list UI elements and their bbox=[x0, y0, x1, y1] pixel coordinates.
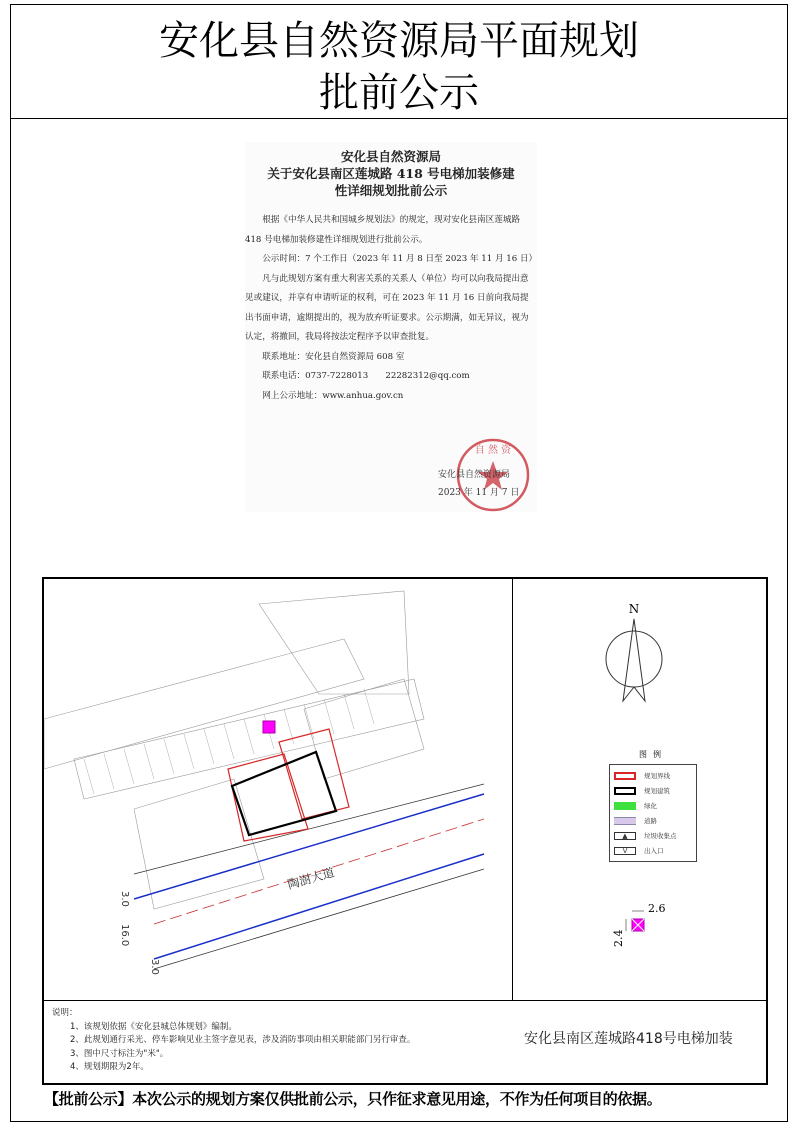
north-arrow-icon bbox=[599, 599, 669, 709]
road-name: 陶澍大道 bbox=[285, 865, 336, 892]
note-item: 4、规划期限为2年。 bbox=[70, 1062, 149, 1072]
divider bbox=[512, 579, 513, 1000]
notice-para-1: 根据《中华人民共和国城乡规划法》的规定，现对安化县南区莲城路 418 号电梯加装修建性详细规划进行批前公示。 bbox=[245, 215, 521, 245]
notice-para-3: 凡与此规划方案有重大利害关系的关系人（单位）均可以向我局提出意见或建议，并享有申请听证的权利，可在 2023 年 11 月 16 日前向我局提出书面申请，逾期提出的，视为放弃听证要求。公示期满，如无异议，视为认定，将撤回，我局将按法定程序予以审查批复。 bbox=[245, 273, 529, 342]
note-item: 2、此规划通行采光、停车影响见业主签字意见表，涉及消防事项由相关职能部门另行审查。 bbox=[70, 1035, 416, 1045]
dim-c: 3.0 bbox=[149, 959, 160, 975]
legend-item: 绿化 bbox=[614, 798, 692, 813]
divider bbox=[44, 1000, 766, 1001]
notice-heading-1: 关于安化县南区莲城路 418 号电梯加装修建 bbox=[267, 166, 515, 181]
neighbor-building bbox=[259, 591, 409, 694]
north-label: N bbox=[628, 602, 640, 616]
notice-phone: 联系电话：0737-7228013 22282312@qq.com bbox=[262, 371, 470, 381]
legend-item: 规划界线 bbox=[614, 768, 692, 783]
dim-a: 3.0 bbox=[119, 891, 130, 907]
notice-signature: 安化县自然资源局 bbox=[438, 470, 511, 480]
dim-e: 2.4 bbox=[612, 929, 625, 947]
site-plan-drawing bbox=[44, 579, 510, 998]
site-plan-frame bbox=[42, 577, 768, 1085]
planning-boundary bbox=[279, 729, 349, 819]
note-item: 1、该规划依据《安化县城总体规划》编制。 bbox=[70, 1021, 237, 1032]
legend-item: 道路 bbox=[614, 813, 692, 828]
page-title: 安化县自然资源局平面规划 bbox=[159, 18, 639, 64]
legend-item: 规划建筑 bbox=[614, 783, 692, 798]
planned-building bbox=[232, 752, 336, 835]
footer-disclaimer: 【批前公示】本次公示的规划方案仅供批前公示，只作征求意见用途，不作为任何项目的依据。 bbox=[44, 1090, 662, 1108]
notice-date: 2023 年 11 月 7 日 bbox=[438, 488, 520, 498]
page-subtitle: 批前公示 bbox=[319, 70, 479, 116]
notice-document bbox=[245, 142, 537, 512]
elevator-detail bbox=[612, 897, 692, 957]
notice-address: 联系地址：安化县自然资源局 608 室 bbox=[262, 351, 405, 362]
note-item: 3、图中尺寸标注为"米"。 bbox=[70, 1048, 169, 1059]
title-bar bbox=[10, 4, 788, 119]
elevator-marker bbox=[263, 721, 275, 733]
notice-website: 网上公示地址：www.anhua.gov.cn bbox=[262, 390, 404, 401]
legend bbox=[609, 749, 697, 862]
svg-text:自 然 资: 自 然 资 bbox=[474, 445, 512, 456]
notice-para-2: 公示时间：7 个工作日（2023 年 11 月 8 日至 2023 年 11 月 16 日） bbox=[262, 254, 538, 264]
notice-heading-2: 性详细规划批前公示 bbox=[334, 183, 448, 198]
legend-item: V 出入口 bbox=[614, 843, 692, 858]
notes-heading: 说明： bbox=[52, 1008, 78, 1018]
legend-title: 图例 bbox=[639, 750, 667, 759]
notice-issuer: 安化县自然资源局 bbox=[340, 149, 441, 164]
dim-b: 16.0 bbox=[119, 924, 130, 947]
project-name: 安化县南区莲城路418号电梯加装 bbox=[524, 1031, 733, 1047]
plan-notes bbox=[52, 1007, 470, 1075]
dim-d: 2.6 bbox=[648, 902, 666, 915]
legend-item: ▲ 垃圾收集点 bbox=[614, 828, 692, 843]
